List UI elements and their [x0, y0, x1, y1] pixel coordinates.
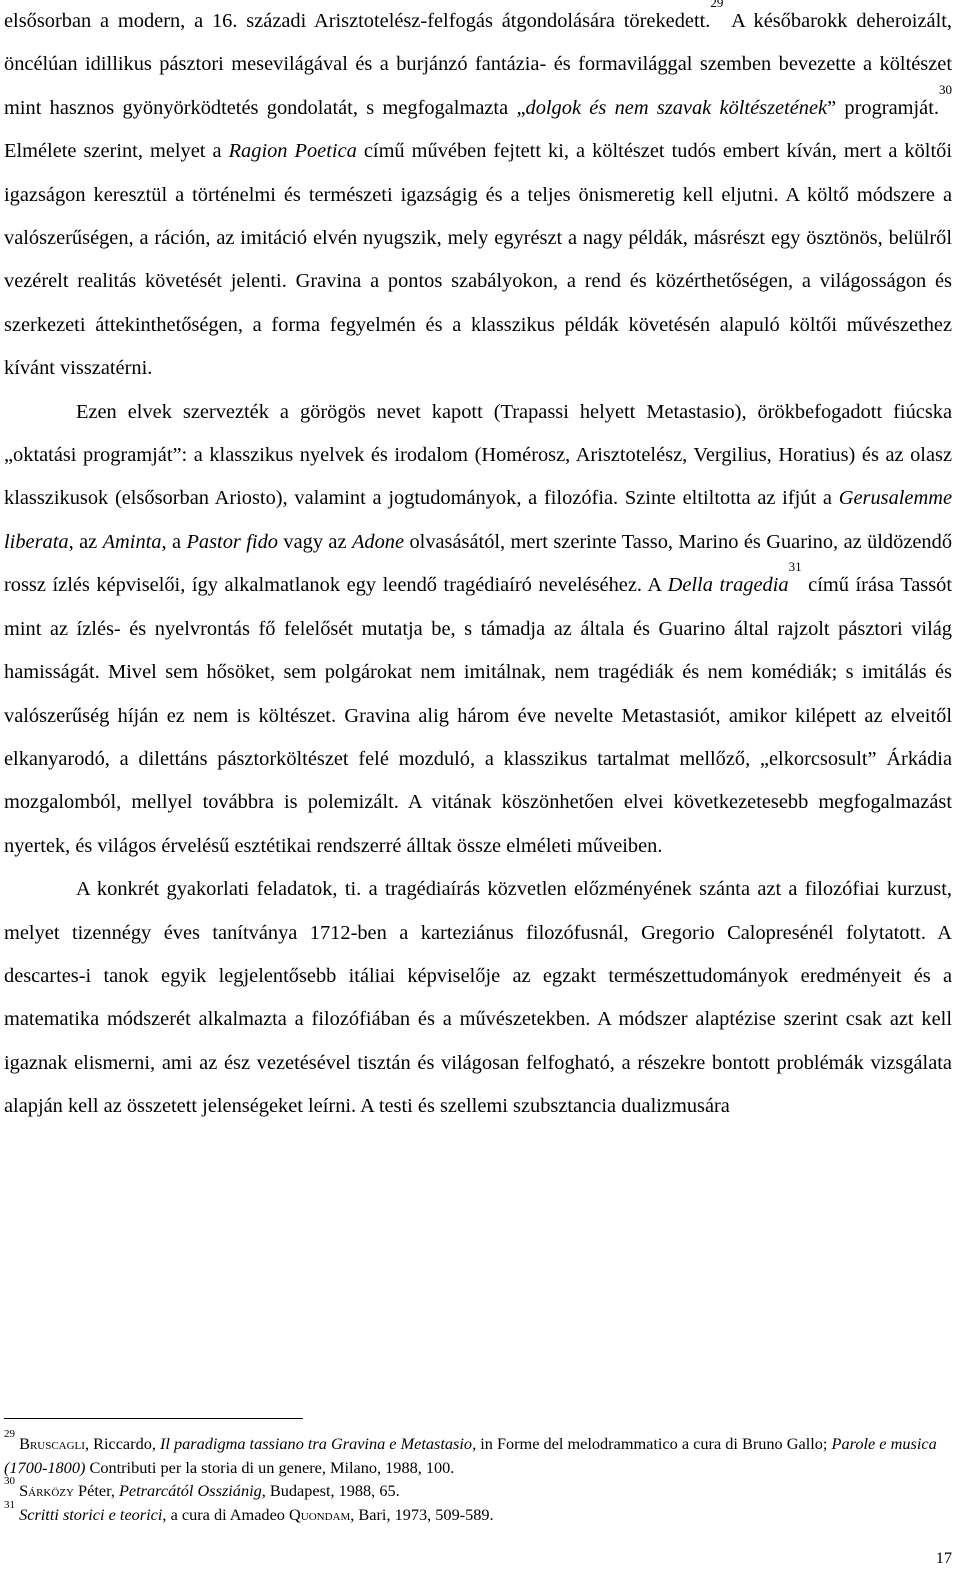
footnote: [4, 1475, 952, 1503]
text-run: elsősorban a modern, a 16. századi Arisztotelész-felfogás átgondolására törekedett.: [4, 10, 711, 32]
text-run: című művében fejtett ki, a költészet tudós embert kíván, mert a költői igazságon keresztül a történelmi és természeti igazságig és a teljes önismeretig kell eljutni. A költő módszere a valószerűségen, a ráción, az imitáció elvén nyugszik, mely egyrészt a nagy példák, másrészt egy ösztönös, belülről vezérelt realitás követését jelenti. Gravina a pontos szabályokon, a rend és közérthetőségen, a világosságon és szerkezeti áttekinthetőségen, a forma fegyelmén és a klasszikus példák követésén alapuló költői művészethez kívánt visszatérni.: [4, 140, 952, 380]
italic-text: Della tragedia: [667, 574, 789, 597]
text-run: A későbarokk deheroizált, öncélúan idillikus pásztori mesevilágával és a burjánzó fantázia- és formavilággal szemben bevezette a költészet mint hasznos gyönyörködtetés gondolatát, s megfogalmazta „: [4, 10, 952, 119]
text-run: , a cura di Amadeo: [162, 1504, 290, 1524]
footnote-reference: 31: [788, 559, 802, 575]
text-run: olvasásától, mert szerinte Tasso, Marino és Guarino, az üldözendő rossz ízlés képviselői, így alkalmatlanok egy leendő tragédiaíró neveléséhez. A: [4, 530, 953, 597]
italic-text: Gerusalemme liberata: [4, 487, 952, 553]
paragraph: [4, 868, 952, 1128]
author-surname: Sárközy: [19, 1481, 74, 1500]
text-run: A konkrét gyakorlati feladatok, ti. a tragédiaírás közvetlen előzményének szánta azt a filozófiai kurzust, melyet tizennégy éves tanítványa 1712-ben a karteziánus filozófusnál, Gregorio Calopresénél folytatott. A descartes-i tanok egyik legjelentősebb itáliai képviselője az egzakt természettudományok eredményeit és a matematika módszerét alkalmazta a filozófiában és a művészetekben. A módszer alaptézise szerint csak azt kell igaznak elismerni, ami az ész vezetésével tisztán és világosan felfogható, a részekre bontott problémák vizsgálata alapján kell az összetett jelenségeket leírni. A testi és szellemi szubsztancia dualizmusára: [4, 878, 952, 1118]
italic-text: Petrarcától Ossziánig: [118, 1481, 262, 1500]
text-run: , Budapest, 1988, 65.: [261, 1481, 400, 1500]
footnote-reference: 30: [4, 1475, 15, 1487]
text-run: , Riccardo,: [84, 1434, 160, 1453]
text-run: vagy az: [277, 530, 352, 553]
footnote-reference: 30: [939, 81, 952, 97]
page-number: 17: [935, 1548, 952, 1567]
italic-text: dolgok és nem szavak költészetének: [525, 96, 828, 119]
footnote-reference: 29: [4, 1428, 15, 1440]
paragraph: [4, 391, 952, 868]
text-run: , Bari, 1973, 509-589.: [350, 1504, 494, 1524]
text-run: ” programját.: [827, 96, 939, 119]
footnote-reference: 29: [710, 0, 724, 10]
footnotes: [4, 1428, 952, 1526]
text-run: , az: [68, 530, 103, 553]
text-run: című írása Tassót mint az ízlés- és nyelvrontás fő felelősét mutatja be, s támadja az általa és Guarino által rajzolt pásztori világ hamisságát. Mivel sem hősöket, sem polgárokat nem imitálnak, nem tragédiák és nem komédiák; s imitálás és valószerűség híján ez nem is költészet. Gravina alig három éve nevelte Metastasiót, amikor kilépett az elveitől elkanyarodó, a dilettáns pásztorköltészet felé mozduló, a klasszikus tartalmat mellőző, „elkorcsosult” Árkádia mozgalomból, mellyel továbbra is polemizált. A vitának köszönhetően elvei következetesebb megfogalmazást nyertek, és világos érvelésű esztétikai rendszerré álltak össze elméleti műveiben.: [4, 574, 952, 857]
body-text: [4, 0, 952, 1129]
text-run: , in Forme del melodrammatico a cura di Bruno Gallo;: [472, 1434, 832, 1453]
italic-text: Ragion Poetica: [228, 140, 357, 163]
italic-text: Scritti storici e teorici: [19, 1504, 163, 1524]
footnote-separator: [4, 1418, 303, 1419]
text-run: Péter,: [73, 1481, 119, 1500]
text-run: Ezen elvek szervezték a görögös nevet kapott (Trapassi helyett Metastasio), örökbefogadott fiúcska „oktatási programját”: a klasszikus nyelvek és irodalom (Homérosz, Arisztotelész, Vergilius, Horatius) és az olasz klasszikusok (elsősorban Ariosto), valamint a jogtudományok, a filozófia. Szinte eltiltotta az ifjút a: [4, 400, 952, 510]
footnote: [4, 1428, 952, 1479]
footnote-reference: 31: [4, 1498, 15, 1511]
author-surname: Quondam: [289, 1504, 351, 1524]
italic-text: Il paradigma tassiano tra Gravina e Metastasio: [160, 1434, 473, 1453]
text-run: , a: [161, 530, 187, 553]
italic-text: Adone: [351, 530, 405, 553]
text-run: Elmélete szerint, melyet a: [4, 140, 229, 163]
italic-text: Aminta: [102, 530, 162, 553]
paragraph: [4, 0, 952, 391]
footnote: [4, 1498, 952, 1527]
italic-text: Parole e musica (1700-1800): [4, 1434, 937, 1477]
document-page: [4, 0, 952, 1129]
author-surname: Bruscagli: [19, 1434, 85, 1453]
text-run: Contributi per la storia di un genere, Milano, 1988, 100.: [85, 1457, 455, 1477]
italic-text: Pastor fido: [186, 530, 278, 553]
